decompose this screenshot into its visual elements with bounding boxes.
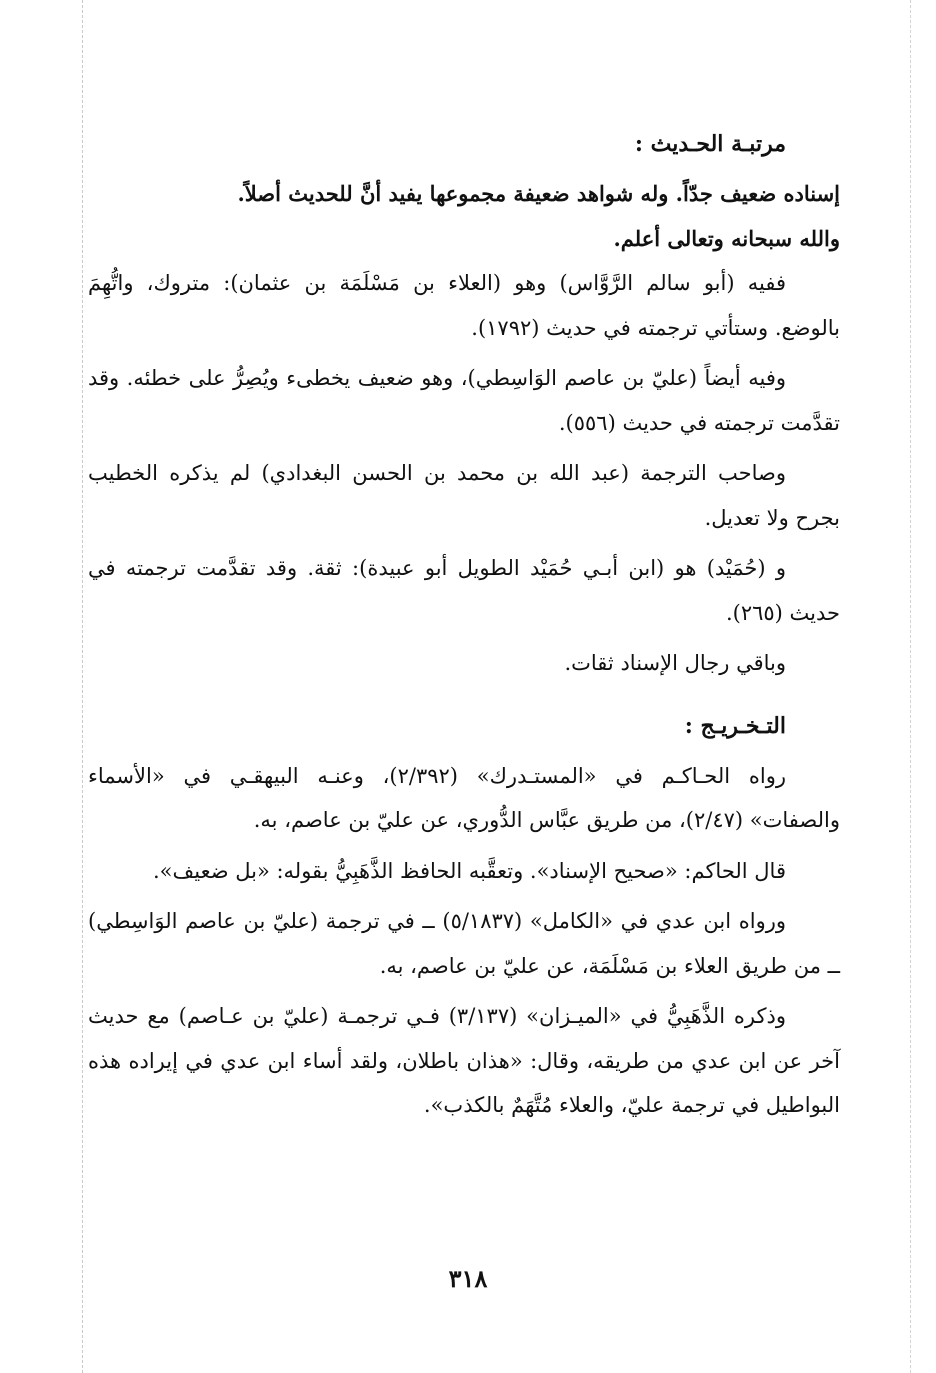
- paragraph: وصاحب الترجمة (عبد الله بن محمد بن الحسن البغدادي) لم يذكره الخطيب بجرح ولا تعديل.: [88, 461, 840, 530]
- paragraph: وذكره الذَّهَبِيُّ في «الميـزان» (٣/١٣٧) فـي ترجمـة (عليّ بن عـاصم) مع حديث آخر عن ابن عدي من طريقه، وقال: «هذان باطلان، ولقد أساء ابن عدي في إيراده هذه البواطيل في ترجمة عليّ، والعلاء مُتَّهَمٌ بالكذب».: [88, 1004, 840, 1117]
- paragraph: ففيه (أبو سالم الرَّوَّاس) وهو (العلاء بن مَسْلَمَة بن عثمان): متروك، واتُّهِمَ بالوضع. وستأتي ترجمته في حديث (١٧٩٢).: [88, 271, 840, 340]
- scan-edge-left: [82, 0, 83, 1373]
- page-body: [88, 118, 840, 1134]
- verdict-line: إسناده ضعيف جدّاً. وله شواهد ضعيفة مجموعها يفيد أنَّ للحديث أصلاً.: [237, 181, 840, 206]
- grade-verdict: [88, 172, 840, 261]
- paragraph: و (حُمَيْد) هو (ابن أبـي حُمَيْد الطويل أبو عبيدة): ثقة. وقد تقدَّمت ترجمته في حديث (٢٦٥).: [88, 556, 840, 625]
- paragraph: قال الحاكم: «صحيح الإسناد». وتعقَّبه الحافظ الذَّهَبِيُّ بقوله: «بل ضعيف».: [152, 858, 786, 883]
- paragraph: رواه الحـاكـم في «المستـدرك» (٢/٣٩٢)، وعنـه البيهقـي في «الأسماء والصفات» (٢/٤٧)، من طريق عبَّاس الدُّوري، عن عليّ بن عاصم، به.: [88, 763, 840, 832]
- paragraph: وفيه أيضاً (عليّ بن عاصم الوَاسِطي)، وهو ضعيف يخطىء ويُصِرُّ على خطئه. وقد تقدَّمت ترجمته في حديث (٥٥٦).: [88, 366, 840, 435]
- paragraph: ورواه ابن عدي في «الكامل» (٥/١٨٣٧) ــ في ترجمة (عليّ بن عاصم الوَاسِطي) ــ من طريق العلاء بن مَسْلَمَة، عن عليّ بن عاصم، به.: [88, 909, 840, 978]
- section-heading-grade: مرتبـة الحـديث :: [634, 131, 786, 157]
- paragraph: وباقي رجال الإسناد ثقات.: [564, 651, 786, 675]
- scan-edge-right: [910, 0, 911, 1373]
- section-heading-takhrij: التـخـريـج :: [684, 712, 786, 739]
- page-number: ٣١٨: [448, 1264, 488, 1293]
- verdict-line: والله سبحانه وتعالى أعلم.: [613, 225, 840, 251]
